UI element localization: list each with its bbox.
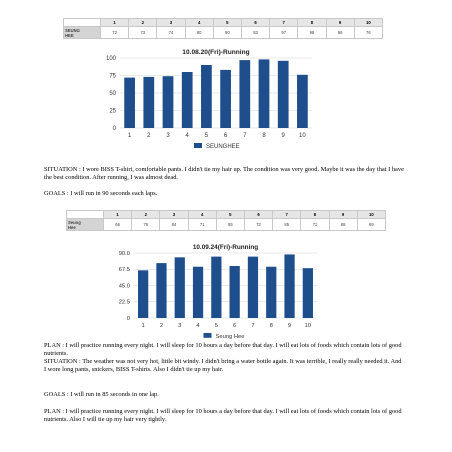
lap-number-cell: 8 xyxy=(298,19,326,27)
legend-swatch xyxy=(204,333,212,338)
lap-number-cell: 8 xyxy=(301,211,329,219)
lap-number-cell: 9 xyxy=(329,211,357,219)
y-tick-label: 90.0 xyxy=(118,250,130,257)
x-tick-label: 10 xyxy=(299,133,306,139)
lap-number-cell: 3 xyxy=(157,19,185,27)
x-tick-label: 9 xyxy=(281,133,285,139)
chart-title: 10.08.20(Fri)-Running xyxy=(182,49,250,56)
lap-time-table-2 xyxy=(66,210,386,231)
lap-number-cell: 3 xyxy=(160,211,188,219)
bar xyxy=(220,70,231,128)
bar xyxy=(143,77,154,128)
lap-time-cell: 83 xyxy=(241,27,269,39)
y-tick-label: 75 xyxy=(109,73,116,80)
lap-time-cell: 76 xyxy=(132,219,160,231)
x-tick-label: 6 xyxy=(233,322,237,329)
lap-time-cell: 74 xyxy=(157,27,185,39)
y-tick-label: 100 xyxy=(105,56,116,62)
bar xyxy=(193,267,203,318)
table-corner-cell xyxy=(67,211,104,219)
x-tick-label: 1 xyxy=(127,133,132,139)
x-tick-label: 8 xyxy=(262,133,266,139)
lap-time-cell: 85 xyxy=(216,219,244,231)
plan-paragraph-1: PLAN : I will practice running every night. I will sleep for 10 hours a day before that day. I will eat lots of foods which contain lots of good nutrients. xyxy=(44,342,402,358)
bar xyxy=(266,267,276,318)
lap-time-cell: 71 xyxy=(301,219,329,231)
bar xyxy=(297,75,308,128)
bar-chart-2 xyxy=(100,240,325,346)
lap-number-cell: 2 xyxy=(132,211,160,219)
x-tick-label: 10 xyxy=(304,322,312,329)
lap-time-cell: 85 xyxy=(273,219,301,231)
table-row xyxy=(64,27,383,39)
bar xyxy=(284,254,294,318)
table-row xyxy=(67,219,386,231)
lap-number-cell: 5 xyxy=(213,19,241,27)
lap-number-cell: 10 xyxy=(354,19,382,27)
lap-number-cell: 4 xyxy=(185,19,213,27)
lap-time-cell: 96 xyxy=(326,27,354,39)
goals-paragraph-1: GOALS : I will run in 90 seconds each laps. xyxy=(44,190,158,197)
lap-time-cell: 80 xyxy=(185,27,213,39)
bar xyxy=(211,257,221,318)
lap-number-cell: 2 xyxy=(129,19,157,27)
legend-label: SEUNGHEE xyxy=(206,144,240,150)
y-tick-label: 22.5 xyxy=(118,299,130,306)
bar xyxy=(259,59,270,128)
lap-number-cell: 10 xyxy=(357,211,385,219)
y-tick-label: 25 xyxy=(109,108,116,115)
lap-time-cell: 71 xyxy=(188,219,216,231)
table-header-row xyxy=(67,211,386,219)
lap-time-cell: 88 xyxy=(329,219,357,231)
x-tick-label: 5 xyxy=(204,133,209,139)
x-tick-label: 7 xyxy=(243,133,247,139)
lap-time-cell: 90 xyxy=(213,27,241,39)
x-tick-label: 4 xyxy=(185,133,189,139)
lap-number-cell: 7 xyxy=(273,211,301,219)
lap-number-cell: 9 xyxy=(326,19,354,27)
table-header-row xyxy=(64,19,383,27)
y-tick-label: 45.0 xyxy=(118,283,130,290)
y-tick-label: 0 xyxy=(126,315,130,322)
legend-label: Seung Hee xyxy=(215,333,245,340)
plan-paragraph-2: PLAN : I will practice running every night. I will sleep for 10 hours a day before that day. I will eat lots of foods which contain lots of good nutrients. Also I will tie up my hair very tightly. xyxy=(44,408,402,424)
lap-number-cell: 5 xyxy=(216,211,244,219)
lap-time-cell: 97 xyxy=(270,27,298,39)
y-tick-label: 0 xyxy=(112,126,116,132)
lap-number-cell: 6 xyxy=(244,211,272,219)
lap-time-cell: 73 xyxy=(129,27,157,39)
lap-number-cell: 7 xyxy=(270,19,298,27)
x-tick-label: 4 xyxy=(196,322,200,329)
x-tick-label: 1 xyxy=(141,322,145,329)
x-tick-label: 8 xyxy=(269,322,273,329)
situation-paragraph-2: SITUATION : The weather was not very hot, little bit windy. I didn't bring a water bottle again. It was terrible, I really really needed it. And I wore long pants, snickers, BISS T-shirts. Also I didn't tie up my hair. xyxy=(44,358,402,374)
bar-chart-1 xyxy=(80,44,320,156)
lap-time-cell: 66 xyxy=(104,219,132,231)
lap-number-cell: 1 xyxy=(101,19,129,27)
lap-time-cell: 72 xyxy=(101,27,129,39)
x-tick-label: 2 xyxy=(147,133,151,139)
chart-title: 10.09.24(Fri)-Running xyxy=(192,244,259,251)
legend-swatch xyxy=(194,143,202,148)
runner-name-cell: Seung Hee xyxy=(67,219,104,231)
lap-time-cell: 76 xyxy=(354,27,382,39)
x-tick-label: 3 xyxy=(166,133,170,139)
goals-paragraph-2: GOALS : I will run in 85 seconds in one lap. xyxy=(44,391,159,398)
bar xyxy=(163,76,174,128)
situation-paragraph-1: SITUATION : I wore BISS T-shirt, comfortable pants. I didn't tie my hair up. The condition was very good. Maybe it was the day that I have the best condition. After running, I was almost dead. xyxy=(44,166,404,182)
bar xyxy=(303,268,313,318)
bar xyxy=(156,263,166,318)
bar xyxy=(138,270,148,318)
lap-number-cell: 6 xyxy=(241,19,269,27)
x-tick-label: 3 xyxy=(178,322,182,329)
bar xyxy=(239,60,250,128)
lap-number-cell: 4 xyxy=(188,211,216,219)
lap-time-cell: 69 xyxy=(357,219,385,231)
bar xyxy=(230,266,240,318)
lap-time-cell: 98 xyxy=(298,27,326,39)
bar xyxy=(124,78,135,128)
lap-time-cell: 72 xyxy=(244,219,272,231)
runner-name-cell: SEUNG HEE xyxy=(64,27,101,39)
bar xyxy=(182,72,193,128)
lap-time-cell: 84 xyxy=(160,219,188,231)
x-tick-label: 5 xyxy=(214,322,218,329)
table-corner-cell xyxy=(64,19,101,27)
x-tick-label: 6 xyxy=(223,133,228,139)
x-tick-label: 9 xyxy=(287,322,292,329)
bar xyxy=(248,257,258,318)
bar xyxy=(201,65,212,128)
x-tick-label: 2 xyxy=(159,322,164,329)
y-tick-label: 67.5 xyxy=(118,267,130,274)
bar xyxy=(175,257,185,318)
bar xyxy=(278,61,289,128)
y-tick-label: 50 xyxy=(109,91,116,97)
x-tick-label: 7 xyxy=(251,322,255,329)
lap-time-table-1 xyxy=(63,18,383,39)
lap-number-cell: 1 xyxy=(104,211,132,219)
